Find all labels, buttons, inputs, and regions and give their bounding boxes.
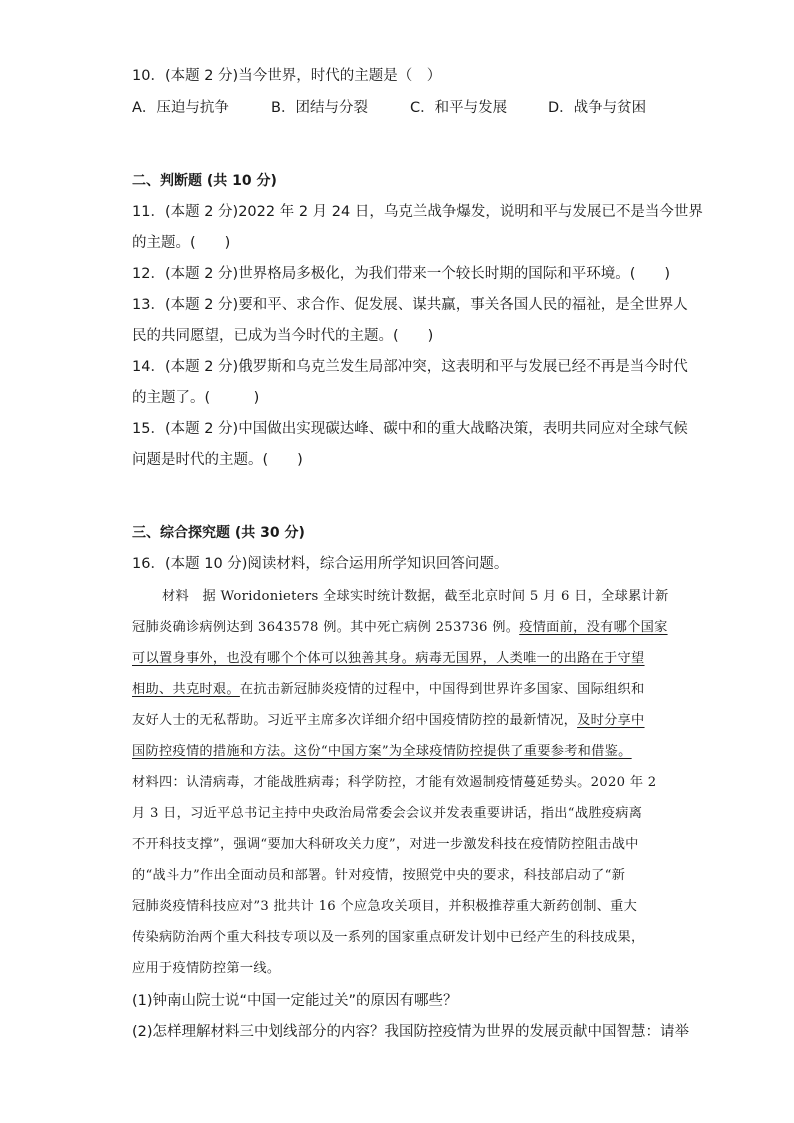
material-4-line-2: 月 3 日，习近平总书记主持中央政治局常委会会议并发表重要讲话，指出“战胜疫病离 [132,806,643,821]
underlined-text: 及时分享中 [577,713,645,728]
section-3-title: 三、综合探究题 (共 30 分) [132,525,305,541]
material-1-line-2: 冠肺炎确诊病例达到 3643578 例。其中死亡病例 253736 例。疫情面前，没有哪个国家 [132,620,668,635]
material-1-line-4: 相助、共克时艰。在抗击新冠肺炎疫情的过程中，中国得到世界许多国家、国际组织和 [132,682,645,697]
underlined-text: 相助、共克时艰。 [132,682,240,697]
material-4-line-6: 传染病防治两个重大科技专项以及一系列的国家重点研发计划中已经产生的科技成果， [132,930,645,945]
question-15-line-2: 问题是时代的主题。( ) [132,452,303,468]
question-14-line-2: 的主题了。( ) [132,390,260,406]
material-4-line-4: 的“战斗力”作出全面动员和部署。针对疫情，按照党中央的要求，科技部启动了“新 [132,868,626,883]
material-1-line-6-underlined: 国防控疫情的措施和方法。这份“中国方案”为全球疫情防控提供了重要参考和借鉴。 [132,744,632,759]
question-10-options [132,96,672,118]
material-4-line-7: 应用于疫情防控第一线。 [132,961,281,976]
material-1-line-5: 友好人士的无私帮助。习近平主席多次详细介绍中国疫情防控的最新情况，及时分享中 [132,713,645,728]
question-15-line-1: 15．(本题 2 分)中国做出实现碳达峰、碳中和的重大战略决策，表明共同应对全球气候 [132,421,688,437]
sub-question-2: (2)怎样理解材料三中划线部分的内容？我国防控疫情为世界的发展贡献中国智慧：请举 [132,1024,690,1040]
question-16-stem: 16．(本题 10 分)阅读材料，综合运用所学知识回答问题。 [132,556,509,572]
material-1-line-3-underlined: 可以置身事外，也没有哪个个体可以独善其身。病毒无国界，人类唯一的出路在于守望 [132,651,645,666]
option-c: C．和平与发展 [410,100,508,116]
question-13-line-1: 13．(本题 2 分)要和平、求合作、促发展、谋共赢，事关各国人民的福祉，是全世界人 [132,297,688,313]
question-14-line-1: 14．(本题 2 分)俄罗斯和乌克兰发生局部冲突，这表明和平与发展已经不再是当今时代 [132,359,688,375]
question-12: 12．(本题 2 分)世界格局多极化，为我们带来一个较长时期的国际和平环境。( ) [132,266,671,282]
question-11-line-1: 11．(本题 2 分)2022 年 2 月 24 日，乌克兰战争爆发，说明和平与发展已不是当今世界 [132,204,703,220]
section-2-title: 二、判断题 (共 10 分) [132,173,277,189]
question-11-line-2: 的主题。( ) [132,235,231,251]
question-10-stem: 10．(本题 2 分)当今世界，时代的主题是（ ） [132,68,442,84]
question-13-line-2: 民的共同愿望，已成为当今时代的主题。( ) [132,328,434,344]
material-1-line-1: 材料 据 Woridonieters 全球实时统计数据，截至北京时间 5 月 6 日，全球累计新 [162,589,669,604]
material-4-line-1: 材料四：认清病毒，才能战胜病毒；科学防控，才能有效遏制疫情蔓延势头。2020 年 2 [132,775,657,790]
underlined-text: 疫情面前，没有哪个国家 [519,620,668,635]
option-b: B．团结与分裂 [271,100,368,116]
material-4-line-5: 冠肺炎疫情科技应对”3 批共计 16 个应急攻关项目，并积极推荐重大新药创制、重大 [132,899,638,914]
material-4-line-3: 不开科技支撑”，强调“要加大科研攻关力度”，对进一步激发科技在疫情防控阻击战中 [132,837,639,852]
sub-question-1: (1)钟南山院士说“中国一定能过关”的原因有哪些？ [132,993,458,1009]
option-a: A．压迫与抗争 [132,100,229,116]
option-d: D．战争与贫困 [548,100,647,116]
